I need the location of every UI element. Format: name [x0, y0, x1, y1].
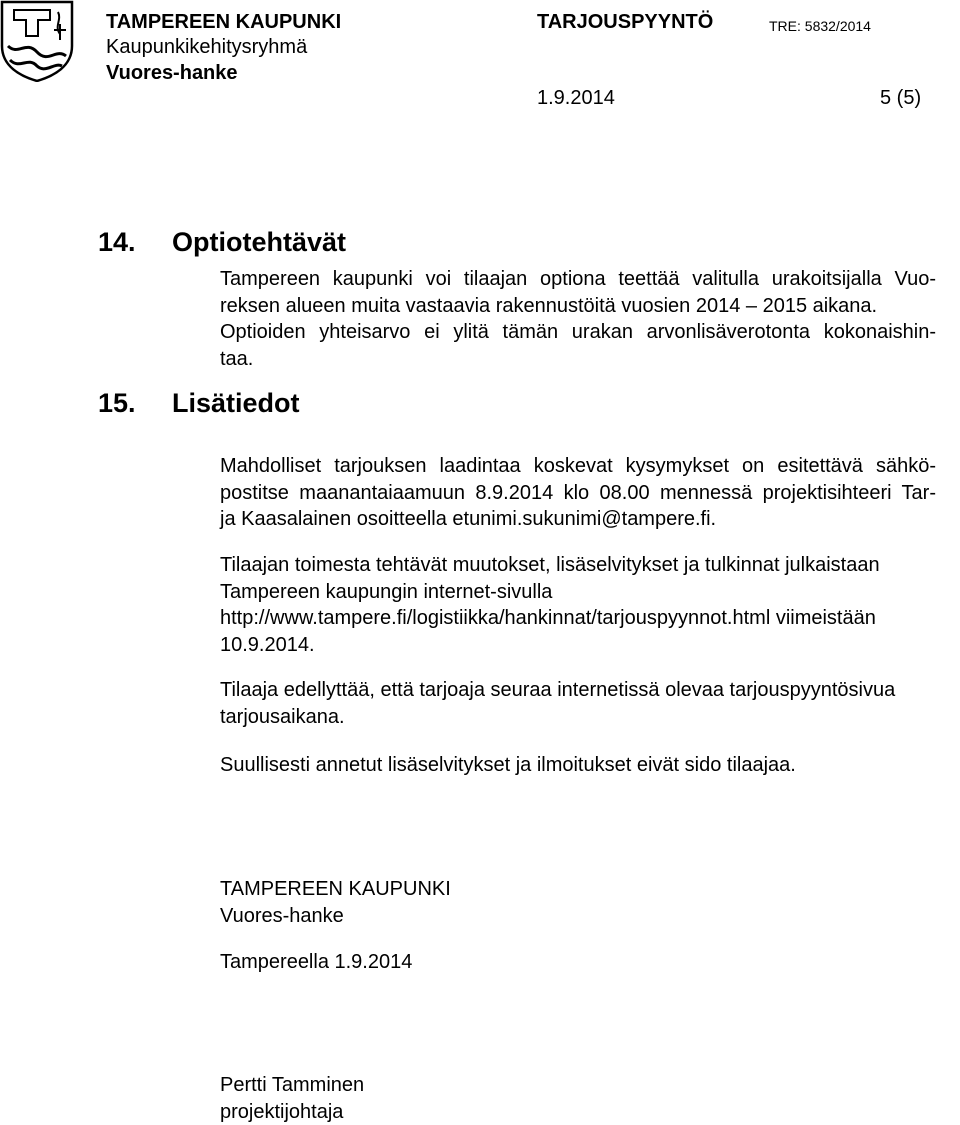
text-line: Suullisesti annetut lisäselvitykset ja ilmoitukset eivät sido tilaajaa. — [220, 754, 796, 776]
text-line: ja Kaasalainen osoitteella etunimi.sukunimi@tampere.fi. — [220, 508, 717, 531]
text-line: Tilaaja edellyttää, että tarjoaja seuraa internetissä olevaa tarjouspyyntösivua — [220, 679, 896, 701]
signature-unit: Vuores-hanke — [220, 904, 344, 927]
text-line: 10.9.2014. — [220, 634, 315, 657]
reference-number: TRE: 5832/2014 — [769, 18, 871, 34]
section-number: 15. — [98, 388, 136, 418]
place-date: Tampereella 1.9.2014 — [220, 951, 413, 973]
text-line: Optioiden yhteisarvo ei ylitä tämän urakan arvonlisäverotonta kokonaishin- — [220, 321, 936, 344]
text-line: Tampereen kaupunki voi tilaajan optiona teettää valitulla urakoitsijalla Vuo- — [220, 268, 936, 290]
signatory-role: projektijohtaja — [220, 1100, 344, 1123]
signature-organization — [220, 876, 936, 929]
section-heading — [98, 227, 346, 258]
section-heading — [98, 388, 300, 419]
text-line: Mahdolliset tarjouksen laadintaa koskevat kysymykset on esitettävä sähkö- — [220, 455, 936, 477]
section-title: Optiotehtävät — [172, 227, 347, 257]
signature-place-date — [220, 949, 936, 976]
signature-org: TAMPEREEN KAUPUNKI — [220, 878, 451, 900]
header-project: Vuores-hanke — [106, 62, 238, 84]
text-line: reksen alueen muita vastaavia rakennustöitä vuosien 2014 – 2015 aikana. — [220, 294, 878, 317]
text-line: taa. — [220, 348, 254, 371]
tampere-coat-of-arms-icon — [0, 0, 74, 82]
paragraph — [220, 752, 936, 779]
page-number: 5 (5) — [880, 87, 922, 109]
document-type: TARJOUSPYYNTÖ — [537, 11, 714, 33]
header-org: TAMPEREEN KAUPUNKI — [106, 11, 342, 33]
header-group: Kaupunkikehitysryhmä — [106, 36, 308, 58]
paragraph — [220, 453, 936, 533]
text-line: Tilaajan toimesta tehtävät muutokset, lisäselvitykset ja tulkinnat julkaistaan — [220, 554, 880, 576]
paragraph — [220, 677, 936, 730]
section-title: Lisätiedot — [172, 388, 300, 418]
coat-of-arms-shield — [0, 0, 74, 82]
document-date: 1.9.2014 — [537, 87, 615, 109]
text-line: Tampereen kaupungin internet-sivulla — [220, 580, 553, 603]
text-line: tarjousaikana. — [220, 705, 345, 728]
signatory-name: Pertti Tamminen — [220, 1074, 365, 1096]
text-line: http://www.tampere.fi/logistiikka/hankinnat/tarjouspyynnot.html viimeistään — [220, 607, 876, 630]
paragraph — [220, 552, 936, 659]
signatory — [220, 1072, 936, 1125]
text-line: postitse maanantaiaamuun 8.9.2014 klo 08.00 mennessä projektisihteeri Tar- — [220, 481, 936, 504]
section-number: 14. — [98, 227, 136, 257]
paragraph — [220, 266, 936, 373]
